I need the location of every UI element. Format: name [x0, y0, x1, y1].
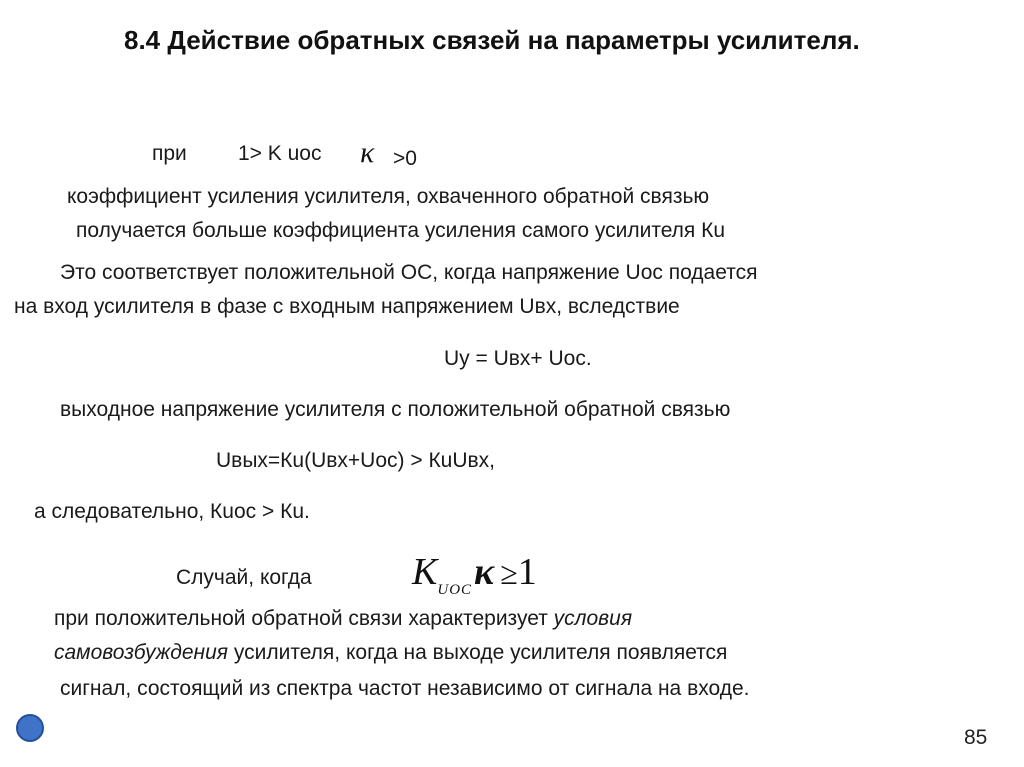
para-line-2-italic: самовозбуждения — [54, 641, 228, 664]
slide-title: 8.4 Действие обратных связей на параметры усилителя. — [124, 25, 860, 55]
formula-one: 1 — [517, 551, 537, 593]
formula-geq: ≥ — [500, 555, 518, 591]
para-line-2 — [54, 640, 727, 666]
text-line-6: а следовательно, Кuос > Кu. — [34, 500, 310, 523]
condition-pri: при — [152, 142, 187, 165]
condition-expr: 1> K uoc — [238, 142, 322, 165]
text-line-4: на вход усилителя в фазе с входным напряжением Uвх, вследствие — [14, 295, 680, 318]
formula-k: K — [412, 551, 438, 593]
formula-kappa: κ — [474, 551, 495, 593]
equation-uvyh: Uвых=Кu(Uвх+Uос) > КuUвх, — [216, 449, 496, 472]
text-line-3: Это соответствует положительной ОС, когда напряжение Uос подается — [60, 261, 758, 284]
nav-circle-button[interactable] — [16, 714, 44, 742]
page-number: 85 — [964, 726, 988, 749]
para-line-1-italic: условия — [553, 607, 633, 630]
text-line-2: получается больше коэффициента усиления самого усилителя Кu — [76, 219, 726, 242]
case-label: Случай, когда — [176, 566, 312, 589]
text-line-5: выходное напряжение усилителя с положительной обратной связью — [60, 398, 731, 421]
text-line-1: коэффициент усиления усилителя, охваченного обратной связью — [67, 185, 710, 208]
para-line-3: сигнал, состоящий из спектра частот независимо от сигнала на входе. — [60, 677, 750, 700]
para-line-2-text: усилителя, когда на выходе усилителя появляется — [228, 641, 728, 664]
self-excitation-formula — [412, 550, 537, 612]
formula-subscript: UOC — [437, 582, 473, 598]
kappa-symbol: κ — [360, 136, 375, 169]
para-line-1-text: при положительной обратной связи характеризует — [54, 607, 554, 630]
para-line-1 — [54, 606, 632, 632]
equation-uy: Uу = Uвх+ Uос. — [444, 347, 592, 370]
condition-rhs: >0 — [393, 147, 417, 170]
